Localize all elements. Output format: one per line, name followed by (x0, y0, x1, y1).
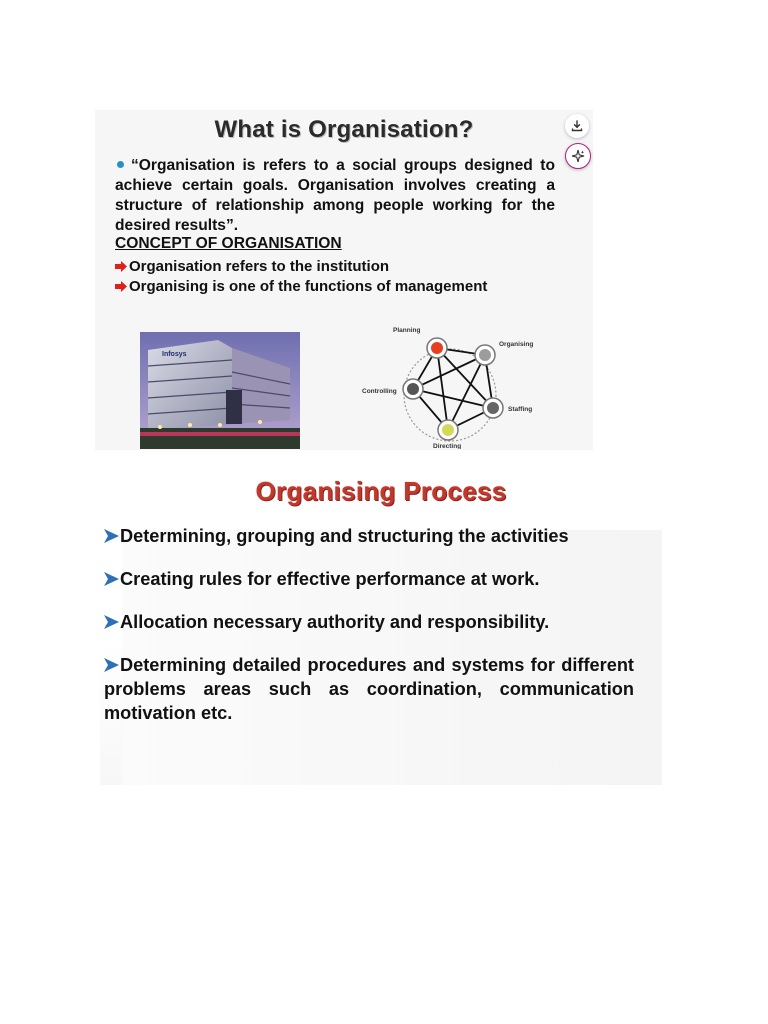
process-step (104, 653, 634, 725)
slide-organising-process (100, 470, 662, 785)
process-step-text: Determining, grouping and structuring the activities (120, 526, 569, 546)
download-button[interactable] (565, 114, 589, 138)
controlling-label: Controlling (362, 388, 397, 395)
staffing-label: Staffing (508, 406, 533, 413)
process-step-text: Determining detailed procedures and systems for different problems areas such as coordination, communication motivation etc. (104, 655, 634, 723)
process-step-text: Creating rules for effective performance at work. (120, 569, 540, 589)
slide-title: What is Organisation? (214, 116, 474, 143)
chevron-bullet-icon (104, 529, 119, 543)
management-functions-diagram (360, 327, 540, 450)
process-step (104, 610, 634, 634)
concept-point-text: Organising is one of the functions of management (129, 278, 488, 295)
chevron-bullet-icon (104, 572, 119, 586)
concept-point (115, 278, 487, 295)
planning-label: Planning (393, 327, 421, 334)
process-step (104, 567, 634, 591)
process-step (104, 524, 634, 548)
red-arrow-icon (115, 281, 127, 292)
slide-title: Organising Process (255, 476, 507, 506)
sparkle-icon (571, 149, 585, 163)
definition-paragraph (115, 156, 555, 236)
concept-point-text: Organisation refers to the institution (129, 258, 390, 275)
bullet-dot-icon (117, 161, 124, 168)
organising-label: Organising (499, 341, 534, 348)
process-step-text: Allocation necessary authority and responsibility. (120, 612, 550, 632)
red-arrow-icon (115, 261, 127, 272)
concept-heading: CONCEPT OF ORGANISATION (115, 235, 342, 252)
concept-point (115, 258, 389, 275)
chevron-bullet-icon (104, 615, 119, 629)
building-sign: Infosys (162, 351, 187, 358)
directing-label: Directing (433, 443, 462, 449)
download-icon (571, 120, 583, 132)
ai-assist-button[interactable] (565, 143, 591, 169)
chevron-bullet-icon (104, 658, 119, 672)
definition-text: “Organisation is refers to a social groups designed to achieve certain goals. Organisation involves creating a structure of relationship among people working for the desired results”. (115, 157, 555, 234)
office-building-photo (140, 332, 300, 449)
slide-what-is-organisation (95, 110, 593, 450)
